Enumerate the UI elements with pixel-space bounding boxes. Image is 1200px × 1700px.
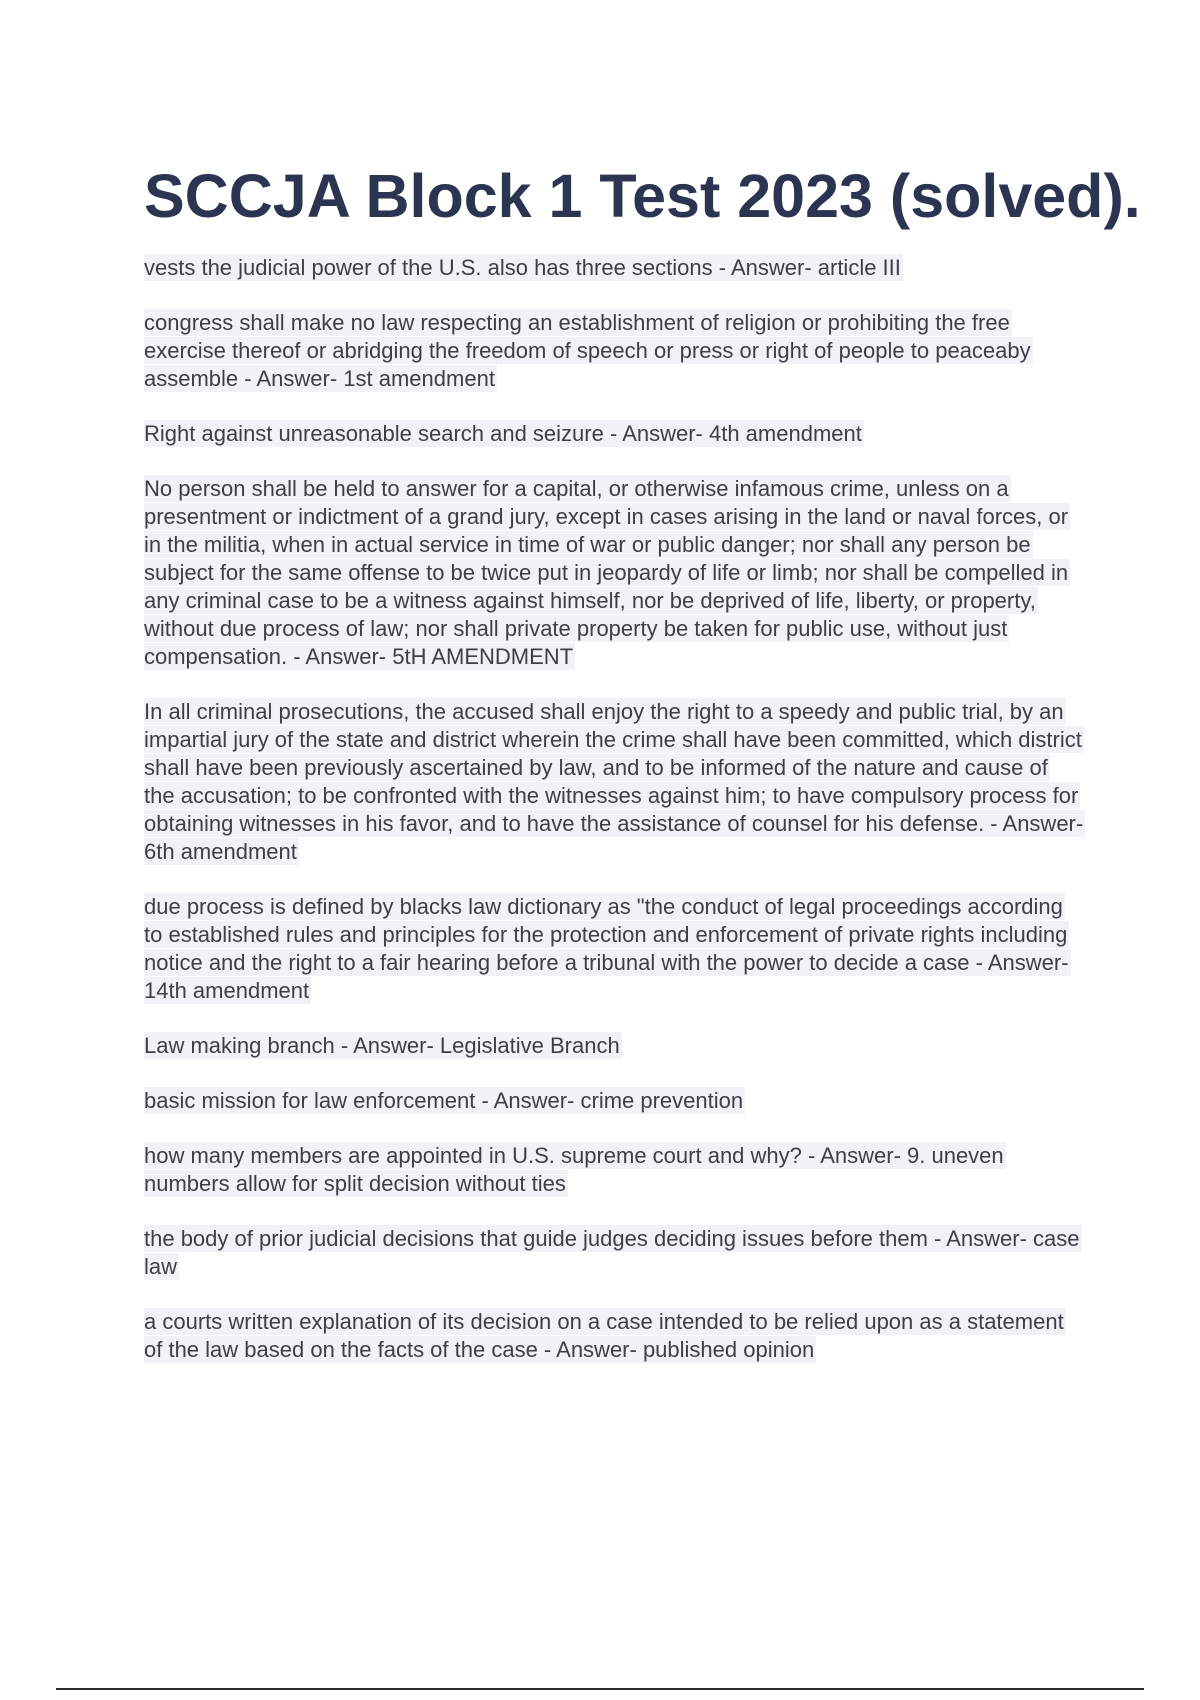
qa-item-text: In all criminal prosecutions, the accused shall enjoy the right to a speedy and public trial, by an impartial jury of the state and district wherein the crime shall have been committed, which district shall have been previously ascertained by law, and to be informed of the nature and cause of the accusation; to be confronted with the witnesses against him; to have compulsory process for obtaining witnesses in his favor, and to have the assistance of counsel for his defense. - Answer- 6th amendment <box>144 699 1084 864</box>
qa-item-text: vests the judicial power of the U.S. also has three sections - Answer- article III <box>144 255 901 280</box>
qa-item <box>144 475 1084 671</box>
qa-item <box>144 893 1084 1005</box>
qa-item <box>144 1142 1084 1198</box>
qa-item <box>144 1225 1084 1281</box>
qa-item-text: congress shall make no law respecting an establishment of religion or prohibiting the free exercise thereof or abridging the freedom of speech or press or right of people to peaceaby assemble - Answer- 1st amendment <box>144 310 1031 391</box>
qa-item-text: basic mission for law enforcement - Answer- crime prevention <box>144 1088 744 1113</box>
qa-item <box>144 1087 1084 1115</box>
qa-item <box>144 698 1084 866</box>
qa-item-text: due process is defined by blacks law dictionary as "the conduct of legal proceedings according to established rules and principles for the protection and enforcement of private rights including notice and the right to a fair hearing before a tribunal with the power to decide a case - Answer- 14th amendment <box>144 894 1069 1003</box>
qa-item-text: how many members are appointed in U.S. supreme court and why? - Answer- 9. uneven numbers allow for split decision without ties <box>144 1143 1004 1196</box>
document-title: SCCJA Block 1 Test 2023 (solved). <box>144 162 1141 230</box>
qa-list <box>144 254 1084 1391</box>
footer-divider <box>56 1688 1144 1690</box>
qa-item <box>144 1032 1084 1060</box>
qa-item-text: the body of prior judicial decisions that guide judges deciding issues before them - Answer- case law <box>144 1226 1080 1279</box>
qa-item <box>144 254 1084 282</box>
qa-item <box>144 420 1084 448</box>
qa-item-text: a courts written explanation of its decision on a case intended to be relied upon as a statement of the law based on the facts of the case - Answer- published opinion <box>144 1309 1064 1362</box>
qa-item-text: Law making branch - Answer- Legislative Branch <box>144 1033 620 1058</box>
qa-item-text: Right against unreasonable search and seizure - Answer- 4th amendment <box>144 421 862 446</box>
qa-item <box>144 309 1084 393</box>
qa-item <box>144 1308 1084 1364</box>
qa-item-text: No person shall be held to answer for a capital, or otherwise infamous crime, unless on a presentment or indictment of a grand jury, except in cases arising in the land or naval forces, or in the militia, when in actual service in time of war or public danger; nor shall any person be subject for the same offense to be twice put in jeopardy of life or limb; nor shall be compelled in any criminal case to be a witness against himself, nor be deprived of life, liberty, or property, without due process of law; nor shall private property be taken for public use, without just compensation. - Answer- 5tH AMENDMENT <box>144 476 1069 669</box>
